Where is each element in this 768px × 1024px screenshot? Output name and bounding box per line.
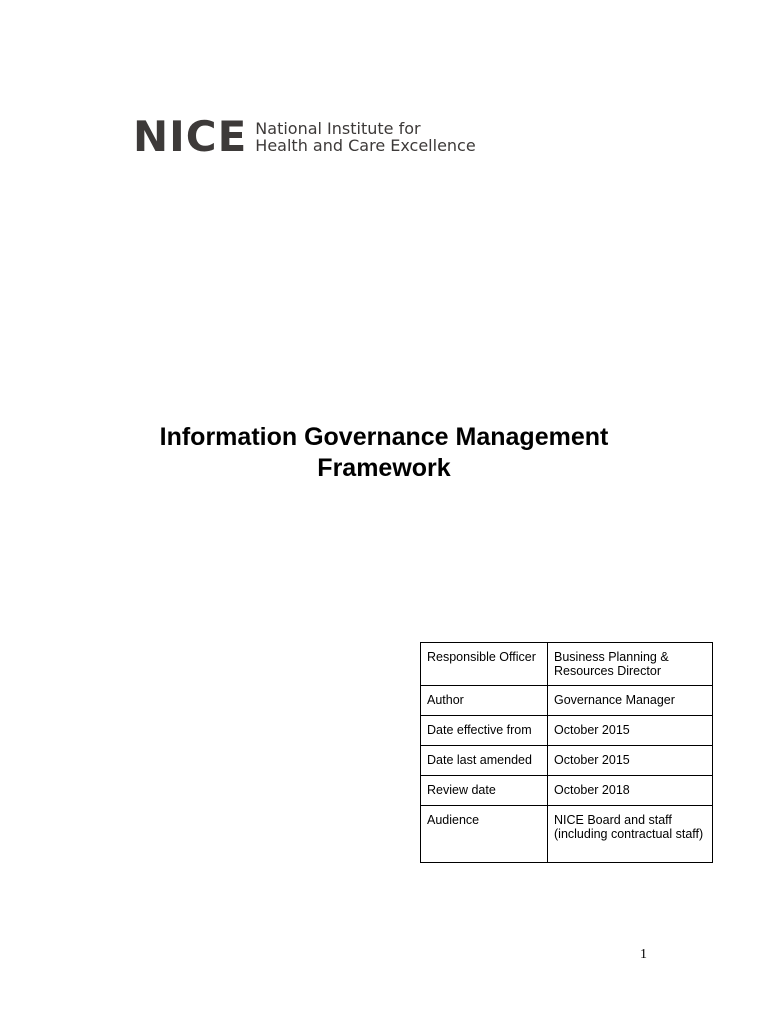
document-title [0,422,768,484]
table-row [421,806,713,863]
document-info-table [420,642,713,863]
label-cell: Date last amended [421,746,548,776]
logo-line-2: Health and Care Excellence [255,136,476,155]
nice-logo [133,112,476,161]
label-cell: Date effective from [421,716,548,746]
title-line-1: Information Governance Management [159,423,609,451]
table-row [421,643,713,686]
table-row [421,776,713,806]
table-row [421,746,713,776]
value-cell: Business Planning & Resources Director [548,643,713,686]
page-number: 1 [640,947,647,962]
label-cell: Responsible Officer [421,643,548,686]
logo-line-1: National Institute for [255,119,421,138]
table-row [421,686,713,716]
title-line-2: Framework [317,454,451,482]
label-cell: Review date [421,776,548,806]
value-cell: October 2015 [548,746,713,776]
value-cell: October 2018 [548,776,713,806]
label-cell: Audience [421,806,548,863]
table-row [421,716,713,746]
value-cell: October 2015 [548,716,713,746]
value-cell: Governance Manager [548,686,713,716]
logo-text [255,120,475,154]
value-cell: NICE Board and staff (including contractual staff) [548,806,713,863]
logo-mark: NICE [133,112,248,161]
label-cell: Author [421,686,548,716]
